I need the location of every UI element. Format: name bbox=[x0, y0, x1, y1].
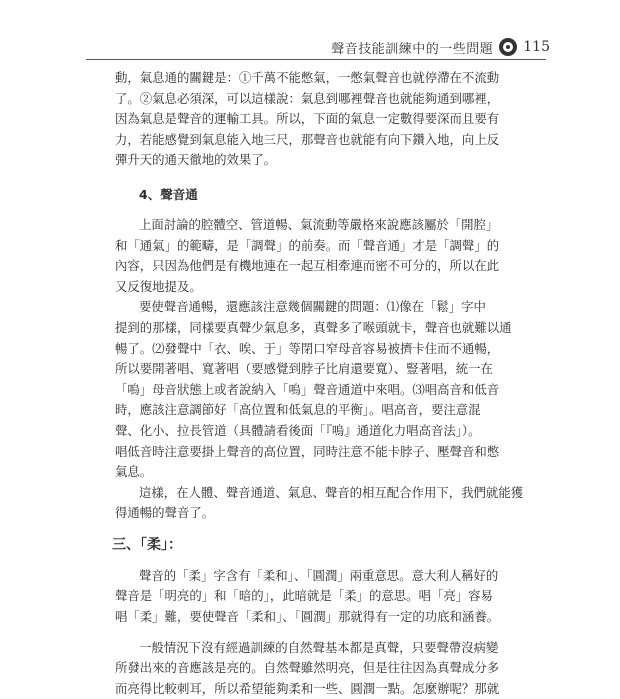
text-line: 這樣，在人體、聲音通道、氣息、聲音的相互配合作用下，我們就能獲 bbox=[139, 484, 524, 500]
text-line: 內容，只因為他們是有機地連在一起互相牽連而密不可分的，所以在此 bbox=[115, 258, 500, 274]
text-line: 「嗚」母音狀態上或者說納入「嗚」聲音通道中來唱。⑶唱高音和低音 bbox=[115, 381, 500, 397]
text-line: 聲音是「明亮的」和「暗的」，此暗就是「柔」的意思。唱「亮」容易 bbox=[115, 588, 493, 604]
paragraph bbox=[115, 297, 535, 482]
paragraph bbox=[115, 68, 535, 171]
text-line: 和「通氣」的範疇，是「調聲」的前奏。而「聲音通」才是「調聲」的 bbox=[115, 237, 500, 253]
text-line: 提到的那樣，同樣要真聲少氣息多，真聲多了喉頭就卡，聲音也就難以通 bbox=[115, 319, 512, 335]
text-line: 因為氣息是聲音的運輸工具。所以，下面的氣息一定數得要深而且要有 bbox=[115, 111, 500, 127]
text-line: 要使聲音通暢，還應該注意幾個關鍵的問題：⑴像在「鬆」字中 bbox=[139, 299, 486, 315]
paragraph bbox=[115, 215, 535, 297]
paragraph bbox=[115, 638, 535, 699]
text-line: 所以要開著唱、寬著唱（要感覺到脖子比肩還要寬）、豎著唱，統一在 bbox=[115, 361, 493, 377]
subheading: 4、聲音通 bbox=[139, 186, 198, 202]
text-line: 而亮得比較刺耳，所以希望能夠柔和一些、圓潤一點。怎麼辦呢？那就 bbox=[115, 680, 500, 696]
text-line: 時，應該注意調節好「高位置和低氣息的平衡」。唱高音，要注意混 bbox=[115, 402, 481, 418]
text-line: 上面討論的腔體空、管道暢、氣流動等嚴格來說應該屬於「開腔」 bbox=[139, 216, 499, 232]
ornament-icon bbox=[499, 38, 517, 56]
running-header bbox=[300, 36, 550, 58]
page-number: 115 bbox=[523, 39, 550, 55]
text-line: 暢了。⑵發聲中「衣、唉、于」等閉口窄母音容易被擠卡住而不通暢， bbox=[115, 340, 500, 356]
paragraph bbox=[115, 483, 535, 524]
text-line: 得通暢的聲音了。 bbox=[115, 505, 215, 521]
text-line: 力，若能感覺到氣息能入地三尺，那聲音也就能有向下鑽入地，向上反 bbox=[115, 131, 500, 147]
text-line: 動，氣息通的關鍵是：①千萬不能憋氣，一憋氣聲音也就停滯在不流動 bbox=[115, 70, 500, 85]
text-line: 唱「柔」難，要使聲音「柔和」、「圓潤」那就得有一定的功底和涵養。 bbox=[115, 609, 500, 625]
section-heading: 三、「柔」： bbox=[112, 536, 182, 553]
text-line: 又反復地提及。 bbox=[115, 278, 202, 294]
body-text bbox=[112, 68, 535, 699]
chapter-title: 聲音技能訓練中的一些問題 bbox=[331, 41, 494, 57]
text-line: 聲、化小、拉長管道（具體請看後面「『嗚』通道化力唱高音法」）。 bbox=[115, 422, 481, 438]
text-line: 了。②氣息必須深，可以這樣說：氣息到哪裡聲音也就能夠通到哪裡， bbox=[115, 90, 500, 106]
text-line: 所發出來的音應該是亮的。自然聲雖然明亮，但是往往因為真聲成分多 bbox=[115, 660, 500, 676]
text-line: 彈升天的通天徹地的效果了。 bbox=[115, 152, 277, 168]
text-line: 唱低音時注意要掛上聲音的高位置，同時注意不能卡脖子、壓聲音和憋 bbox=[115, 443, 500, 459]
paragraph bbox=[115, 566, 535, 628]
text-line: 一般情況下沒有經過訓練的自然聲基本都是真聲，只要聲帶沒病變 bbox=[139, 639, 499, 655]
header-rule bbox=[86, 59, 546, 60]
text-line: 聲音的「柔」字含有「柔和」、「圓潤」兩重意思。意大利人稱好的 bbox=[139, 567, 499, 583]
text-line: 氣息。 bbox=[115, 464, 153, 480]
